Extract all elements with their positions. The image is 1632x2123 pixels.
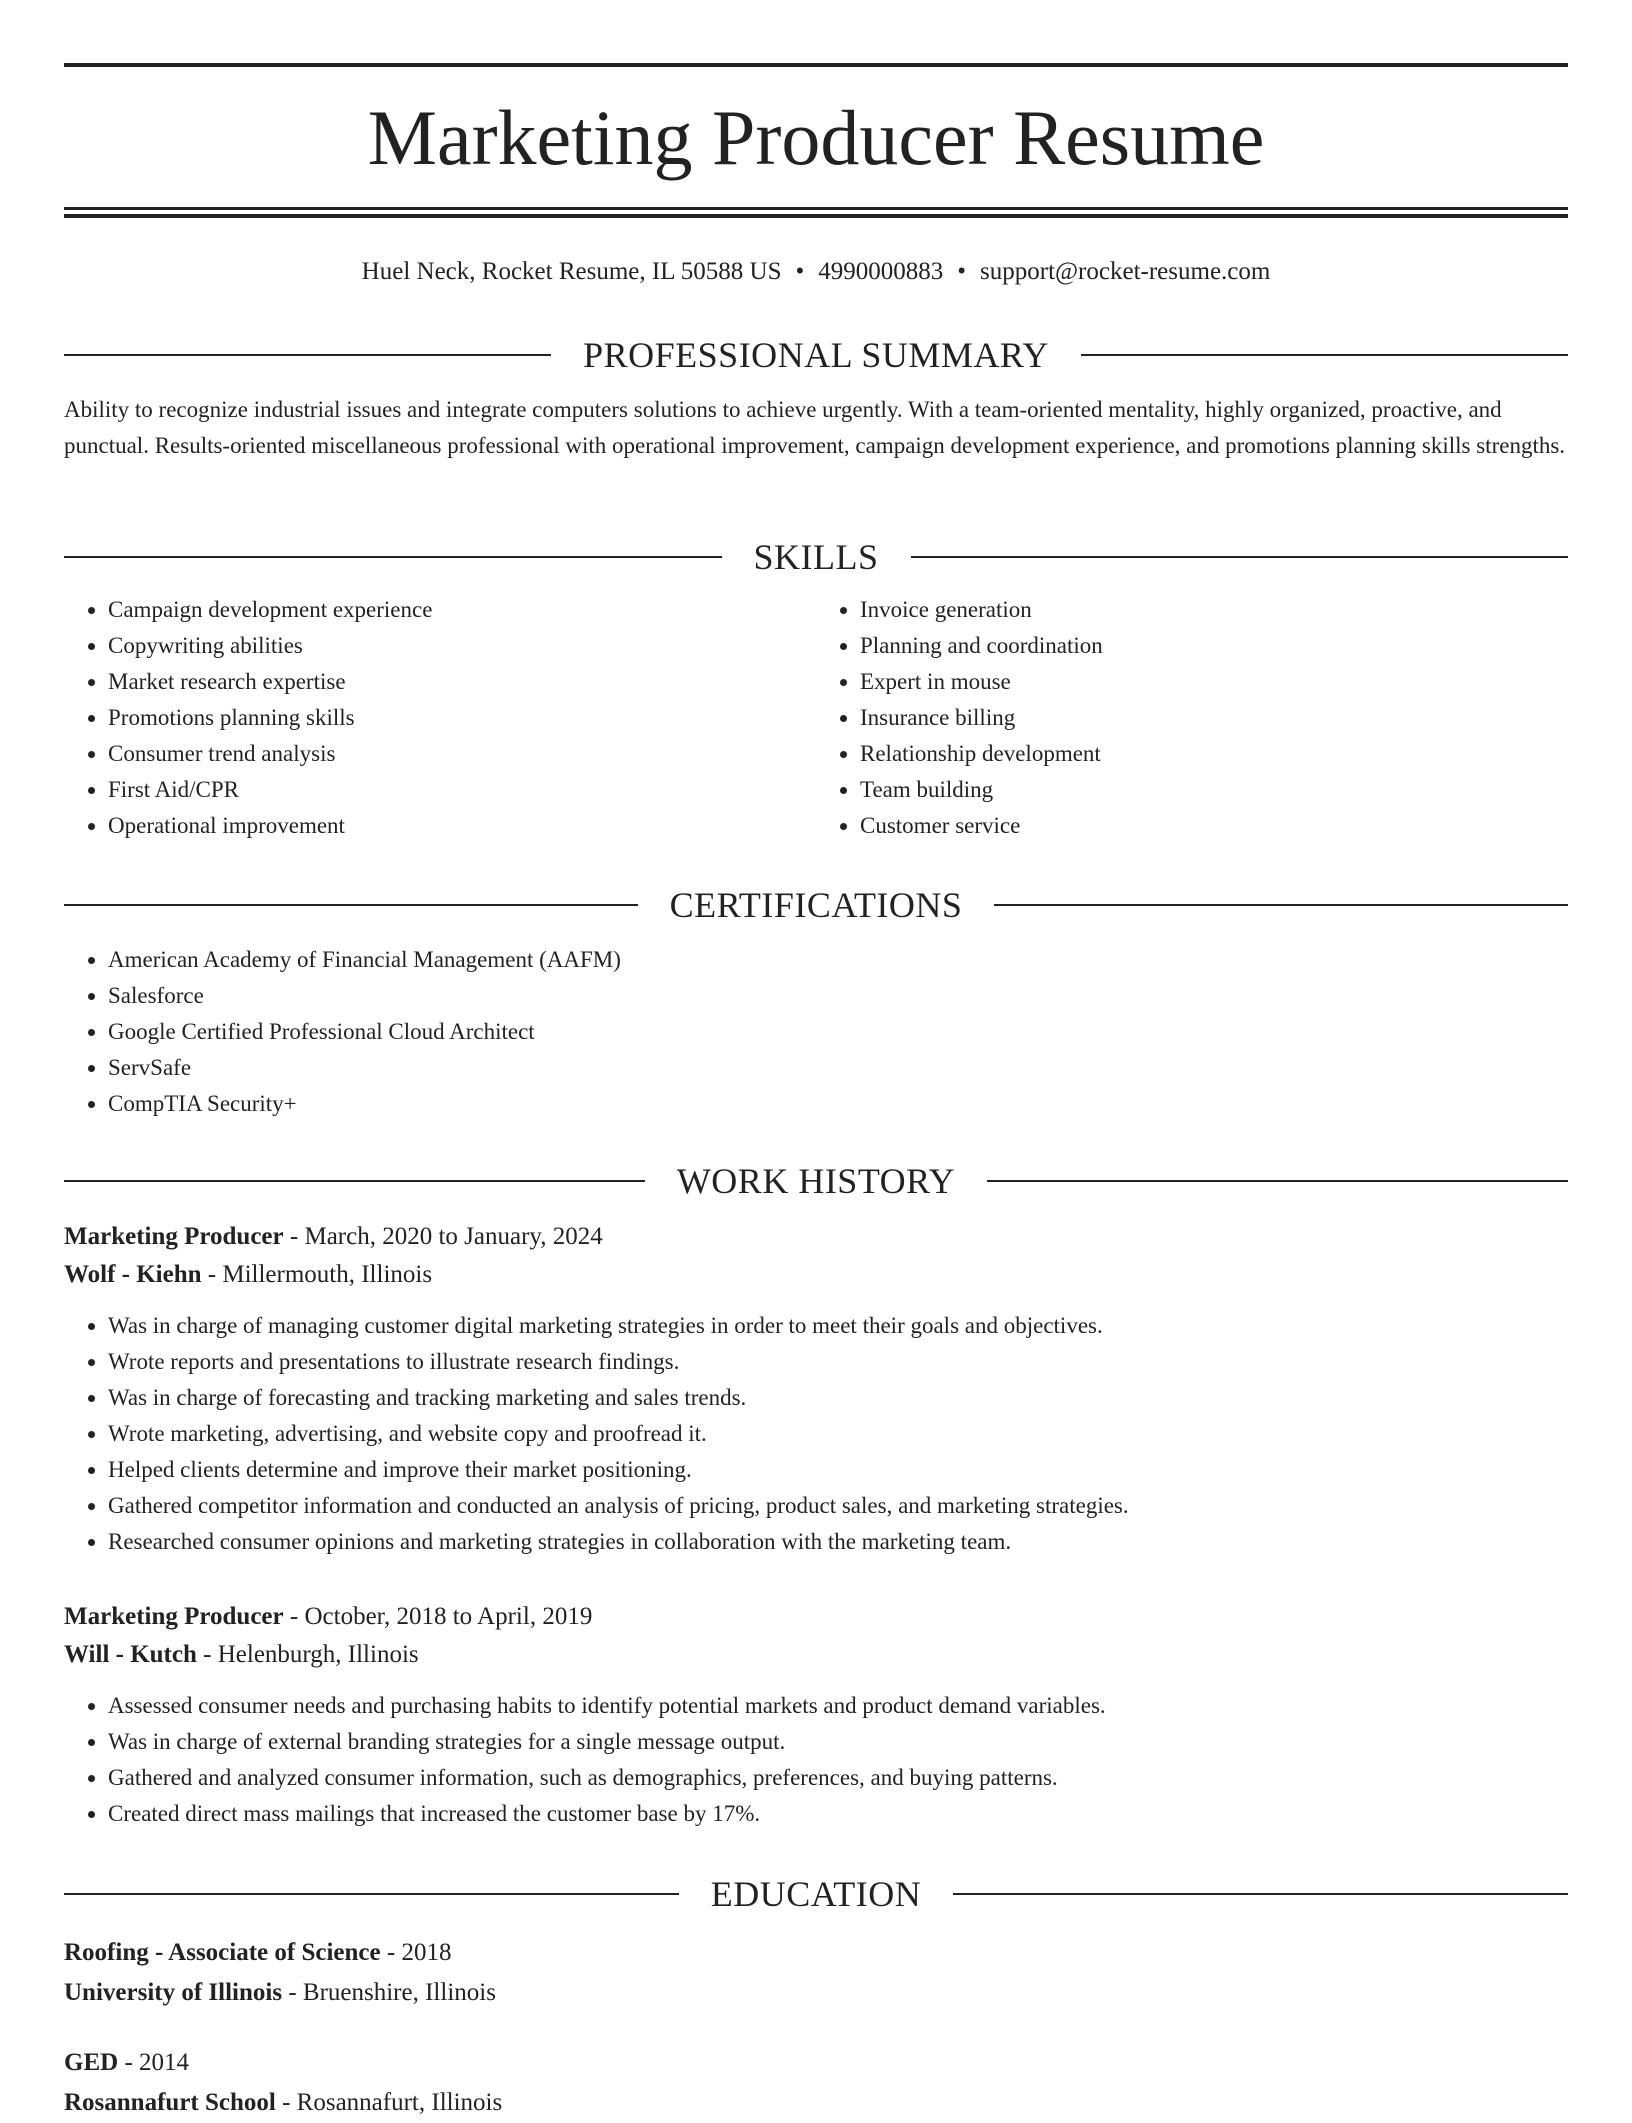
job-title: Marketing Producer	[64, 1223, 284, 1250]
job-entry	[64, 1218, 1568, 1560]
certifications-list	[64, 942, 1568, 1122]
contact-line	[64, 254, 1568, 290]
job-company-line: Wolf - Kiehn - Millermouth, Illinois	[64, 1261, 433, 1288]
skill-item: • First Aid/CPR	[108, 772, 816, 808]
skill-item: • Consumer trend analysis	[108, 736, 816, 772]
education-degree: GED	[64, 2049, 119, 2076]
job-dates: October, 2018 to April, 2019	[304, 1603, 593, 1630]
education-location: Rosannafurt, Illinois	[296, 2089, 503, 2116]
skill-item: • Team building	[860, 772, 1568, 808]
certifications-heading: CERTIFICATIONS	[669, 885, 963, 925]
contact-phone: 4990000883	[818, 258, 944, 285]
job-bullet: • Wrote marketing, advertising, and website copy and proofread it.	[108, 1416, 1568, 1452]
skill-item: • Planning and coordination	[860, 628, 1568, 664]
heading-rule	[987, 1180, 1568, 1182]
skills-heading: SKILLS	[753, 537, 879, 577]
skill-item: • Expert in mouse	[860, 664, 1568, 700]
certification-item: • American Academy of Financial Management (AAFM)	[108, 942, 1568, 978]
skills-list-right	[816, 592, 1568, 844]
contact-address: Huel Neck, Rocket Resume, IL 50588 US	[361, 258, 782, 285]
page-title: Marketing Producer Resume	[367, 94, 1265, 181]
education-year: 2014	[139, 2049, 190, 2076]
job-bullet: • Helped clients determine and improve their market positioning.	[108, 1452, 1568, 1488]
certification-item: • Salesforce	[108, 978, 1568, 1014]
section-heading	[64, 534, 1568, 580]
summary-text: Ability to recognize industrial issues and integrate computers solutions to achieve urgently. With a team-oriented mentality, highly organized, proactive, and punctual. Results-oriented miscellaneous professional with operational improvement, campaign development experience, and promotions planning skills strengths.	[64, 397, 1566, 458]
job-bullet: • Wrote reports and presentations to illustrate research findings.	[108, 1344, 1568, 1380]
section-heading	[64, 1871, 1568, 1917]
heading-rule	[64, 904, 638, 906]
education-school: Rosannafurt School	[64, 2089, 276, 2116]
skill-item: • Campaign development experience	[108, 592, 816, 628]
education-entry	[64, 1933, 1568, 2013]
education-school: University of Illinois	[64, 1979, 283, 2006]
job-company-line: Will - Kutch - Helenburgh, Illinois	[64, 1641, 419, 1668]
job-bullet: • Gathered and analyzed consumer information, such as demographics, preferences, and buying patterns.	[108, 1760, 1568, 1796]
skills-columns	[64, 592, 1568, 844]
skill-item: • Insurance billing	[860, 700, 1568, 736]
title-double-rule	[64, 207, 1568, 218]
job-location: Millermouth, Illinois	[222, 1261, 433, 1288]
skill-item: • Market research expertise	[108, 664, 816, 700]
job-entry	[64, 1598, 1568, 1832]
section-heading	[64, 332, 1568, 378]
section-heading	[64, 1158, 1568, 1204]
certification-item: • Google Certified Professional Cloud Architect	[108, 1014, 1568, 1050]
education-school-line: Rosannafurt School - Rosannafurt, Illinois	[64, 2089, 503, 2116]
skill-item: • Relationship development	[860, 736, 1568, 772]
job-company: Wolf - Kiehn	[64, 1261, 202, 1288]
job-bullet: • Assessed consumer needs and purchasing habits to identify potential markets and product demand variables.	[108, 1688, 1568, 1724]
education-degree-line: GED - 2014	[64, 2049, 190, 2076]
education-school-line: University of Illinois - Bruenshire, Illinois	[64, 1979, 496, 2006]
work-history-section	[64, 1158, 1568, 1832]
job-bullets	[64, 1688, 1568, 1832]
education-section	[64, 1871, 1568, 2123]
work-history-heading: WORK HISTORY	[676, 1161, 956, 1201]
skills-list-left	[64, 592, 816, 844]
heading-rule	[64, 1893, 679, 1895]
summary-heading: PROFESSIONAL SUMMARY	[583, 335, 1049, 375]
heading-rule	[1081, 354, 1568, 356]
skill-item: • Promotions planning skills	[108, 700, 816, 736]
job-dates: March, 2020 to January, 2024	[304, 1223, 603, 1250]
education-location: Bruenshire, Illinois	[302, 1979, 496, 2006]
top-rule	[64, 63, 1568, 67]
education-degree: Roofing - Associate of Science	[64, 1939, 381, 1966]
job-bullets	[64, 1308, 1568, 1560]
heading-rule	[953, 1893, 1568, 1895]
skills-section	[64, 534, 1568, 844]
certifications-section	[64, 882, 1568, 1122]
education-heading: EDUCATION	[710, 1874, 922, 1914]
job-title-line: Marketing Producer - March, 2020 to January, 2024	[64, 1223, 603, 1250]
contact-separator: •	[795, 258, 805, 285]
heading-rule	[994, 904, 1568, 906]
contact-email: support@rocket-resume.com	[980, 258, 1271, 285]
education-entry	[64, 2043, 1568, 2123]
certification-item: • ServSafe	[108, 1050, 1568, 1086]
job-title-line: Marketing Producer - October, 2018 to April, 2019	[64, 1603, 593, 1630]
job-bullet: • Created direct mass mailings that increased the customer base by 17%.	[108, 1796, 1568, 1832]
section-heading	[64, 882, 1568, 928]
contact-separator: •	[957, 258, 967, 285]
skill-item: • Copywriting abilities	[108, 628, 816, 664]
summary-section	[64, 332, 1568, 464]
education-degree-line: Roofing - Associate of Science - 2018	[64, 1939, 452, 1966]
heading-rule	[64, 354, 551, 356]
skill-item: • Invoice generation	[860, 592, 1568, 628]
certification-item: • CompTIA Security+	[108, 1086, 1568, 1122]
job-title: Marketing Producer	[64, 1603, 284, 1630]
job-bullet: • Was in charge of external branding strategies for a single message output.	[108, 1724, 1568, 1760]
skill-item: • Operational improvement	[108, 808, 816, 844]
heading-rule	[64, 1180, 645, 1182]
job-company: Will - Kutch	[64, 1641, 197, 1668]
job-bullet: • Gathered competitor information and conducted an analysis of pricing, product sales, and marketing strategies.	[108, 1488, 1568, 1524]
job-bullet: • Researched consumer opinions and marketing strategies in collaboration with the marketing team.	[108, 1524, 1568, 1560]
skill-item: • Customer service	[860, 808, 1568, 844]
heading-rule	[64, 556, 722, 558]
education-year: 2018	[401, 1939, 452, 1966]
job-bullet: • Was in charge of managing customer digital marketing strategies in order to meet their goals and objectives.	[108, 1308, 1568, 1344]
job-location: Helenburgh, Illinois	[217, 1641, 419, 1668]
job-bullet: • Was in charge of forecasting and tracking marketing and sales trends.	[108, 1380, 1568, 1416]
heading-rule	[911, 556, 1569, 558]
